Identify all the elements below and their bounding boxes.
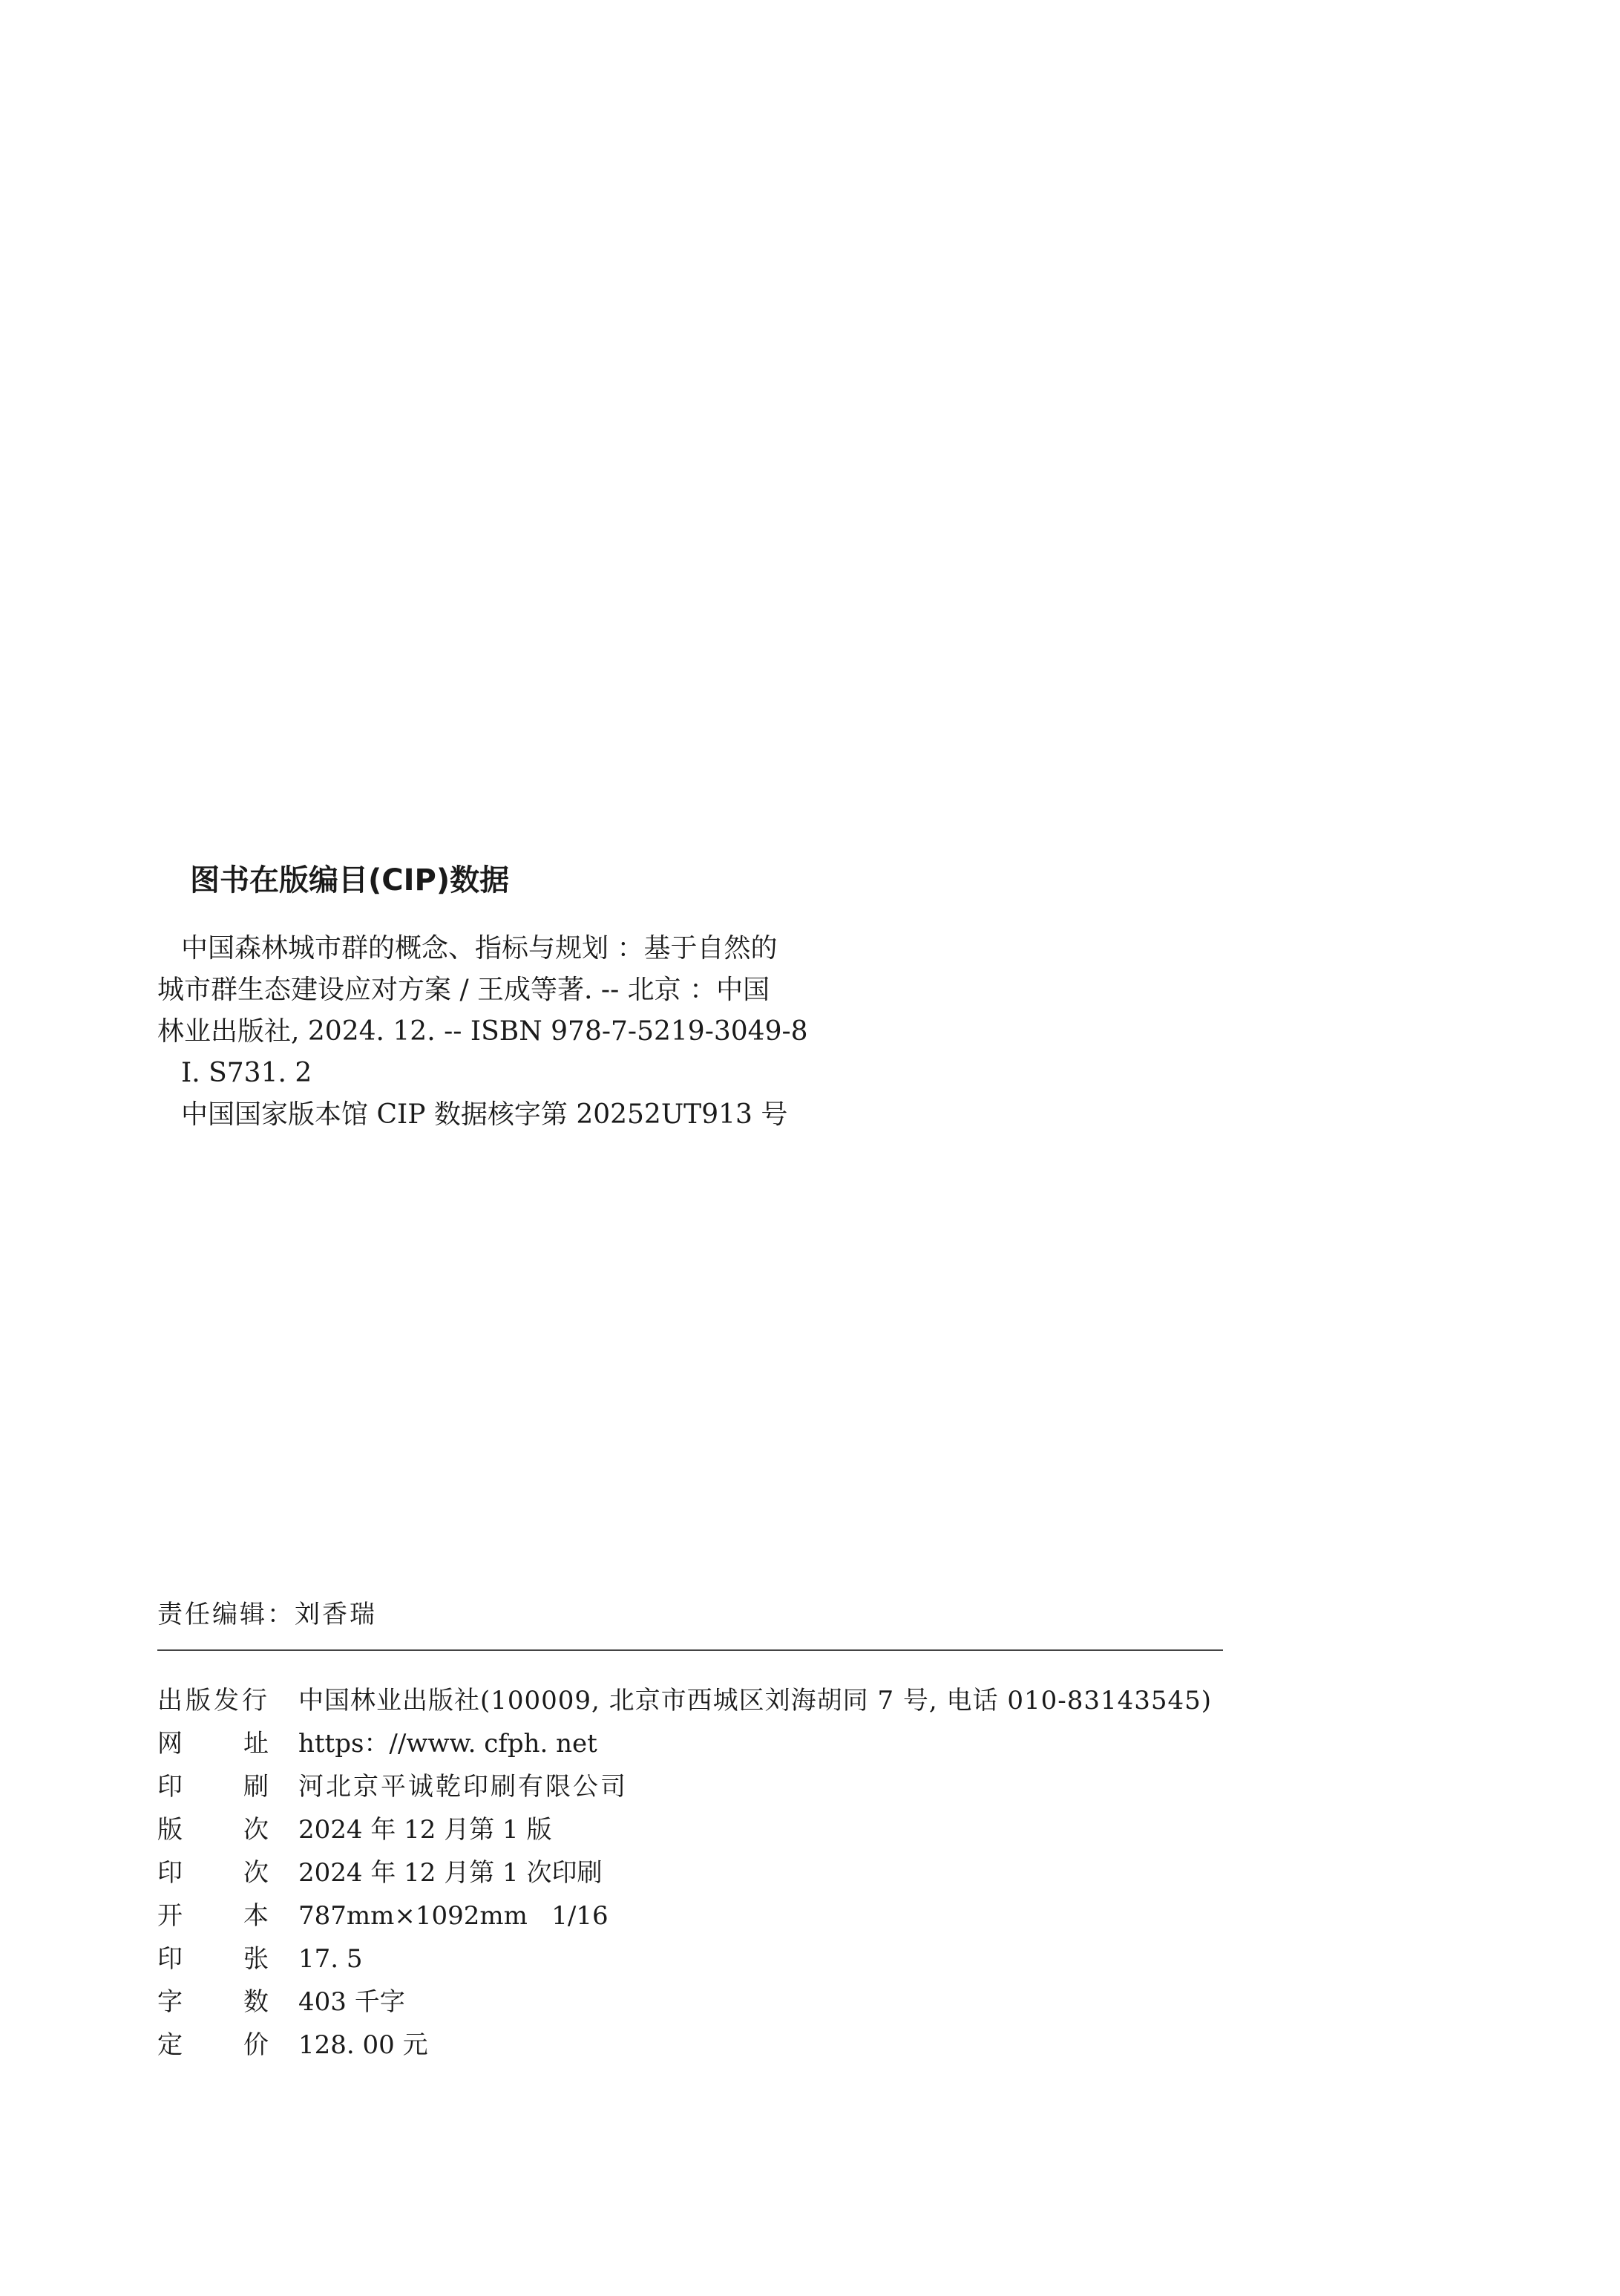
cip-record <box>157 928 840 1136</box>
info-label: 印 张 <box>157 1944 269 1974</box>
editor-label: 责任编辑： <box>157 1600 295 1629</box>
info-value: 128. 00 元 <box>298 2030 428 2060</box>
editor-name: 刘香瑞 <box>295 1600 377 1629</box>
info-row-impression <box>157 1851 1212 1894</box>
info-value: 中国林业出版社(100009, 北京市西城区刘海胡同 7 号, 电话 010-83143545) <box>298 1686 1213 1716</box>
info-row-publisher <box>157 1679 1212 1722</box>
info-label: 网 址 <box>157 1729 269 1759</box>
info-label: 开 本 <box>157 1901 269 1931</box>
cip-line-subtitle: 城市群生态建设应对方案 / 王成等著. -- 北京 ：中国 <box>157 975 770 1005</box>
divider-line <box>157 1649 1223 1651</box>
responsible-editor <box>157 1596 377 1633</box>
info-value: 787mm×1092mm 1/16 <box>298 1901 609 1931</box>
info-label: 版 次 <box>157 1815 269 1845</box>
info-label: 出版发行 <box>157 1686 270 1716</box>
info-value: 17. 5 <box>298 1944 363 1974</box>
cip-line-publisher-isbn: 林业出版社, 2024. 12. -- ISBN 978-7-5219-3049-8 <box>157 1016 808 1047</box>
info-row-sheets <box>157 1937 1212 1981</box>
publication-info <box>157 1679 1212 2067</box>
info-value: 403 千字 <box>298 1987 405 2017</box>
info-label: 印 次 <box>157 1858 269 1888</box>
info-row-format <box>157 1894 1212 1937</box>
cip-heading: 图书在版编目(CIP)数据 <box>190 863 510 897</box>
info-row-edition <box>157 1808 1212 1851</box>
info-label: 印 刷 <box>157 1772 269 1802</box>
info-value: 2024 年 12 月第 1 次印刷 <box>298 1858 603 1888</box>
info-label: 定 价 <box>157 2030 269 2060</box>
cip-line-classification: Ⅰ. S731. 2 <box>181 1058 312 1088</box>
info-value: 河北京平诚乾印刷有限公司 <box>298 1772 628 1802</box>
cip-line-title: 中国森林城市群的概念、指标与规划 ：基于自然的 <box>181 933 778 964</box>
cip-line-verification: 中国国家版本馆 CIP 数据核字第 20252UT913 号 <box>181 1099 788 1130</box>
info-value: 2024 年 12 月第 1 版 <box>298 1815 552 1845</box>
info-row-word-count <box>157 1981 1212 2024</box>
info-value: https：//www. cfph. net <box>298 1729 597 1759</box>
info-row-printer <box>157 1765 1212 1808</box>
info-row-price <box>157 2024 1212 2067</box>
info-row-website <box>157 1722 1212 1765</box>
info-label: 字 数 <box>157 1987 269 2017</box>
